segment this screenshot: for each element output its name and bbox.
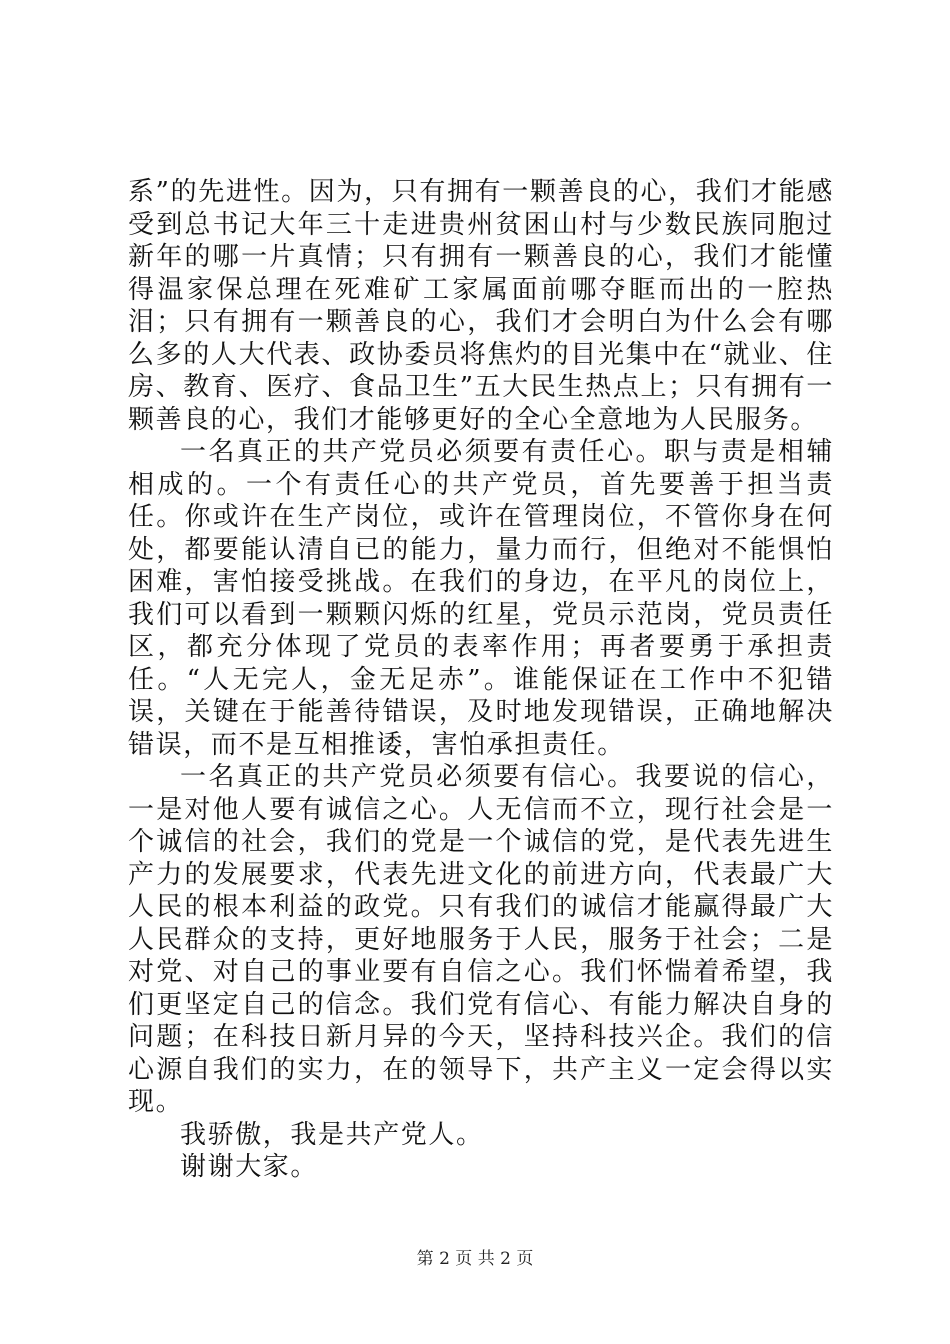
- page-number-footer: 第 2 页 共 2 页: [416, 1249, 534, 1269]
- paragraph-1: 系”的先进性。因为，只有拥有一颗善良的心，我们才能感受到总书记大年三十走进贵州贫困山村与少数民族同胞过新年的哪一片真情；只有拥有一颗善良的心，我们才能懂得温家保总理在死难矿工家属面前哪夺眶而出的一腔热泪；只有拥有一颗善良的心，我们才会明白为什么会有哪么多的人大代表、政协委员将焦灼的目光集中在“就业、住房、教育、医疗、食品卫生”五大民生热点上；只有拥有一颗善良的心，我们才能够更好的全心全意地为人民服务。: [128, 177, 834, 435]
- paragraph-2: 一名真正的共产党员必须要有责任心。职与责是相辅相成的。一个有责任心的共产党员，首先要善于担当责任。你或许在生产岗位，或许在管理岗位，不管你身在何处，都要能认清自已的能力，量力而行，但绝对不能惧怕困难，害怕接受挑战。在我们的身边，在平凡的岗位上，我们可以看到一颗颗闪烁的红星，党员示范岗，党员责任区，都充分体现了党员的表率作用；再者要勇于承担责任。“人无完人，金无足赤”。谁能保证在工作中不犯错误，关键在于能善待错误，及时地发现错误，正确地解决错误，而不是互相推诿，害怕承担责任。: [128, 437, 834, 760]
- paragraph-4: 我骄傲，我是共产党人。: [180, 1119, 484, 1150]
- document-body: [128, 176, 834, 1184]
- paragraph-3: 一名真正的共产党员必须要有信心。我要说的信心，一是对他人要有诚信之心。人无信而不立，现行社会是一个诚信的社会，我们的党是一个诚信的党，是代表先进生产力的发展要求，代表先进文化的前进方向，代表最广大人民的根本利益的政党。只有我们的诚信才能赢得最广大人民群众的支持，更好地服务于人民，服务于社会；二是对党、对自己的事业要有自信之心。我们怀惴着希望，我们更坚定自己的信念。我们党有信心、有能力解决自身的问题；在科技日新月异的今天，坚持科技兴企。我们的信心源自我们的实力，在的领导下，共产主义一定会得以实现。: [128, 762, 834, 1117]
- paragraph-5: 谢谢大家。: [180, 1152, 319, 1182]
